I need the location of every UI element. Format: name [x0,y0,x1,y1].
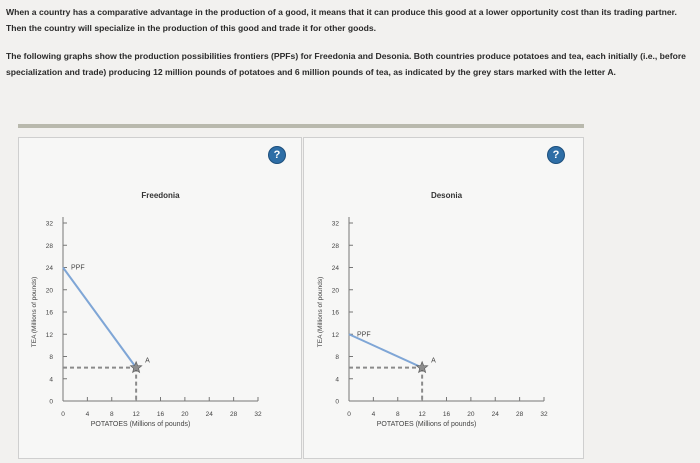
y-tick-label: 16 [331,309,339,317]
x-tick-label: 4 [371,411,376,418]
x-tick-label: 4 [85,411,90,418]
y-tick-label: 32 [331,220,339,228]
y-tick-label: 12 [45,331,53,339]
x-axis-label: POTATOES (Millions of pounds) [376,421,477,428]
x-axis-label: POTATOES (Millions of pounds) [90,421,191,428]
x-tick-label: 32 [540,411,548,418]
x-tick-label: 28 [516,411,524,418]
x-tick-label: 0 [61,411,65,418]
ppf-label: PPF [357,331,371,339]
y-axis-label: TEA (Millions of pounds) [317,276,324,348]
y-tick-label: 24 [331,265,339,272]
y-tick-label: 20 [45,287,53,295]
ppf-line [349,334,422,367]
y-tick-label: 28 [45,242,53,250]
freedonia-ppf-chart [30,183,280,435]
ppf-line [63,268,136,368]
ppf-label: PPF [71,264,85,272]
x-tick-label: 20 [467,411,475,418]
help-icon[interactable]: ? [268,146,286,164]
y-tick-label: 4 [335,376,339,384]
y-axis-label: TEA (Millions of pounds) [31,276,38,348]
y-tick-label: 16 [45,309,53,317]
help-icon[interactable]: ? [547,146,565,164]
x-tick-label: 12 [132,411,140,418]
x-tick-label: 24 [491,411,499,418]
y-tick-label: 8 [49,354,53,361]
y-tick-label: 12 [331,331,339,339]
x-tick-label: 8 [395,411,400,418]
y-tick-label: 0 [49,398,53,406]
point-label: A [431,357,436,365]
y-tick-label: 28 [331,242,339,250]
x-tick-label: 12 [418,411,426,418]
x-tick-label: 0 [347,411,351,418]
intro-paragraph-1: When a country has a comparative advantage in the production of a good, it means that it can produce this good at a lower opportunity cost than its trading partner. Then the country will specialize in the production of this good and trade it for other goods. [6,7,677,33]
y-tick-label: 20 [331,287,339,295]
x-tick-label: 16 [156,411,165,418]
x-tick-label: 20 [181,411,189,418]
chart-title: Freedonia [141,191,180,200]
x-tick-label: 32 [254,411,262,418]
intro-paragraph-2: The following graphs show the production possibilities frontiers (PPFs) for Freedonia and Desonia. Both countries produce potatoes and tea, each initially (i.e., before specialization and trade) producing 12 million pounds of potatoes and 6 million pounds of tea, as indicated by the grey stars marked with the letter A. [6,51,686,77]
y-tick-label: 32 [45,220,53,228]
x-tick-label: 24 [205,411,213,418]
x-tick-label: 28 [230,411,238,418]
y-tick-label: 0 [335,398,339,406]
x-tick-label: 8 [109,411,114,418]
x-tick-label: 16 [442,411,451,418]
chart-title: Desonia [430,191,463,200]
section-divider [18,124,584,128]
desonia-ppf-chart [316,183,566,435]
point-label: A [145,357,150,365]
y-tick-label: 8 [335,354,339,361]
y-tick-label: 4 [49,376,53,384]
y-tick-label: 24 [45,265,53,272]
